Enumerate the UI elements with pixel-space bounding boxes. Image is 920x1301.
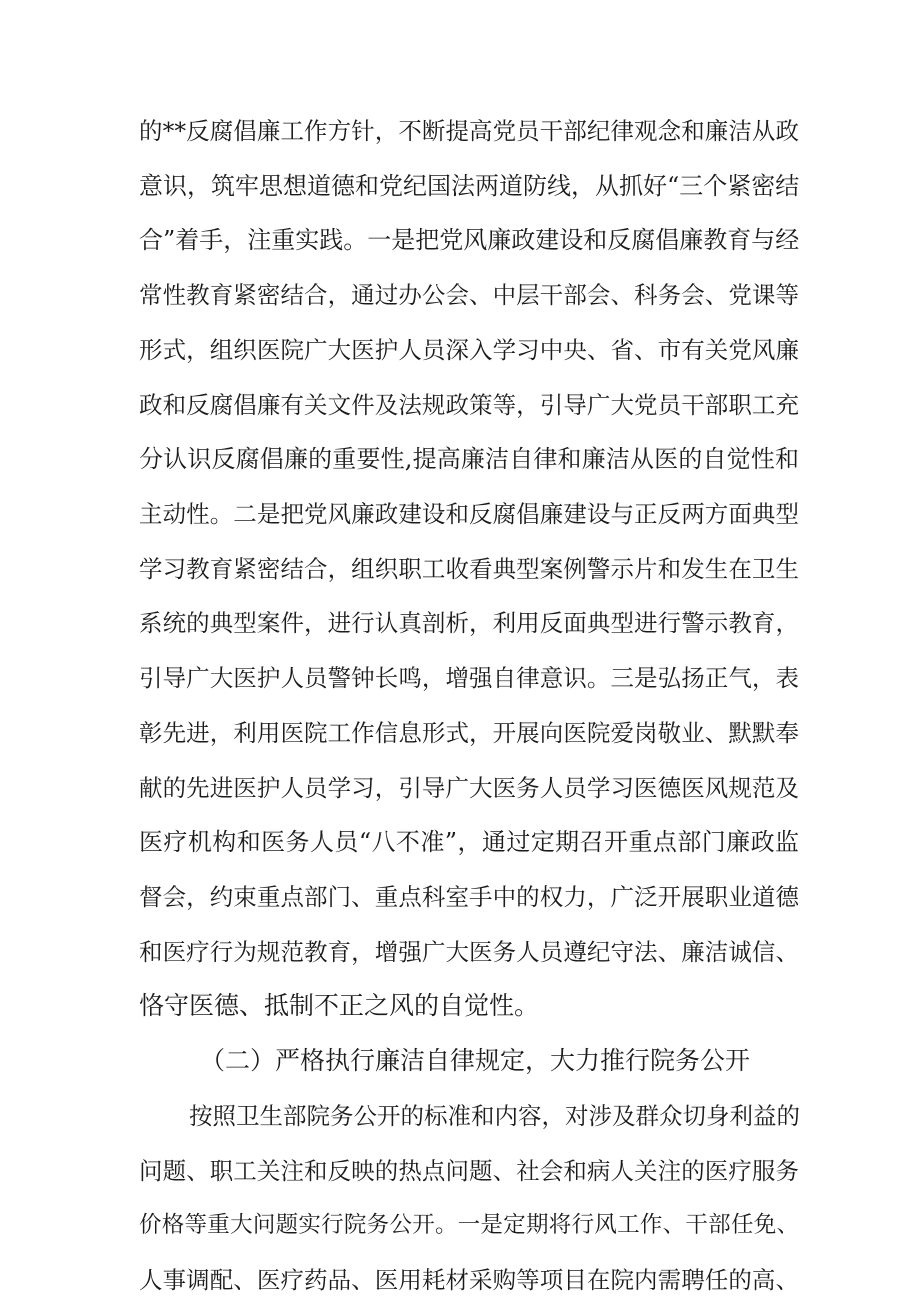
body-text-line: 主动性。二是把党风廉政建设和反腐倡廉建设与正反两方面典型 [139,500,799,528]
section-heading: （二）严格执行廉洁自律规定，大力推行院务公开 [200,1046,751,1075]
body-text-line: 按照卫生部院务公开的标准和内容，对涉及群众切身利益的 [189,1102,800,1130]
body-text-line: 价格等重大问题实行院务公开。一是定期将行风工作、干部任免、 [139,1212,799,1238]
body-text-line: 分认识反腐倡廉的重要性,提高廉洁自律和廉洁从医的自觉性和 [139,445,799,473]
body-text-line: 意识，筑牢思想道德和党纪国法两道防线，从抓好“三个紧密结 [139,172,800,200]
body-text-line: 医疗机构和医务人员“八不准”，通过定期召开重点部门廉政监 [139,828,799,856]
body-text-line: 形式，组织医院广大医护人员深入学习中央、省、市有关党风廉 [139,336,799,364]
body-text-line: 人事调配、医疗药品、医用耗材采购等项目在院内需聘任的高、 [139,1266,799,1294]
body-text-line: 督会，约束重点部门、重点科室手中的权力，广泛开展职业道德 [139,883,799,911]
body-text-line: 系统的典型案件，进行认真剖析，利用反面典型进行警示教育， [139,609,799,637]
body-text-line: 政和反腐倡廉有关文件及法规政策等，引导广大党员干部职工充 [139,391,799,419]
body-text-line: 引导广大医护人员警钟长鸣，增强自律意识。三是弘扬正气，表 [139,664,799,692]
body-text-line: 合”着手，注重实践。一是把党风廉政建设和反腐倡廉教育与经 [139,226,800,254]
body-text-line: 献的先进医护人员学习，引导广大医务人员学习医德医风规范及 [139,774,799,802]
body-text-line: 问题、职工关注和反映的热点问题、社会和病人关注的医疗服务 [139,1157,799,1185]
body-text-line: 和医疗行为规范教育，增强广大医务人员遵纪守法、廉洁诚信、 [139,938,799,966]
body-text-line: 学习教育紧密结合，组织职工收看典型案例警示片和发生在卫生 [139,555,799,583]
body-text-line: 常性教育紧密结合，通过办公会、中层干部会、科务会、党课等 [139,281,799,309]
body-text-line: 彰先进，利用医院工作信息形式，开展向医院爱岗敬业、默默奉 [139,719,799,747]
body-text-line: 恪守医德、抵制不正之风的自觉性。 [139,991,540,1020]
body-text-line: 的**反腐倡廉工作方针，不断提高党员干部纪律观念和廉洁从政 [139,117,799,145]
